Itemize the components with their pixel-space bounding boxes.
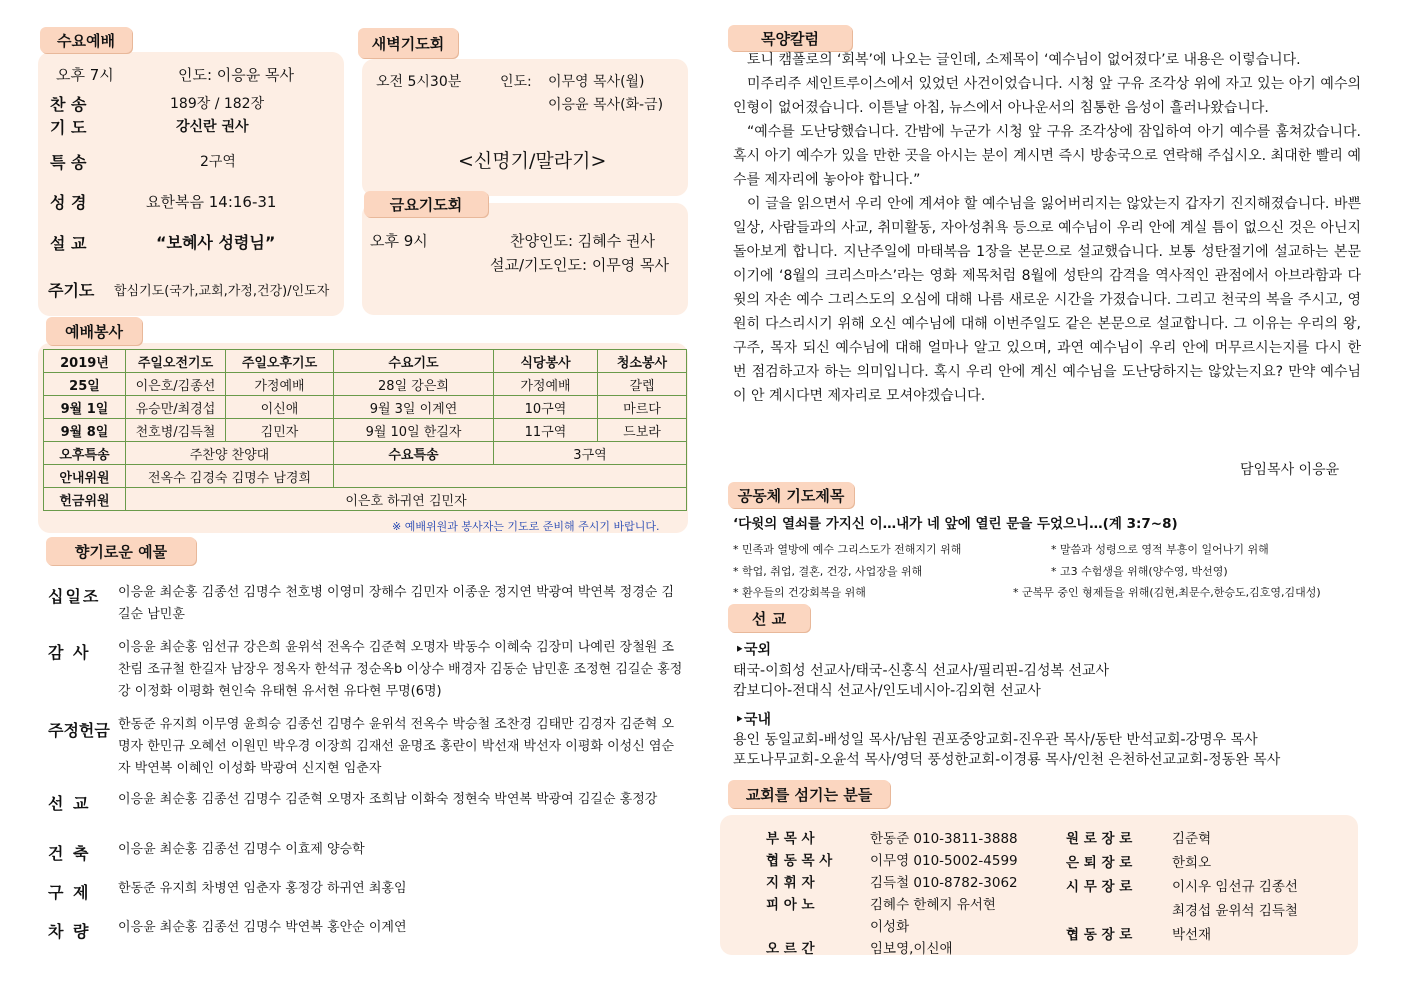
column-body [733,48,1361,408]
wed-label-scripture: 성 경 [50,193,87,212]
staff-left [766,826,1018,958]
table-cell: 가정예배 [226,373,334,396]
table-cell-empty [334,465,687,488]
wed-label-hymn: 찬 송 [50,95,87,114]
mission-abroad-line: 캄보디아-전대식 선교사/인도네시아-김외현 선교사 [733,683,1041,699]
table-cell: 9월 8일 [44,419,126,442]
offering-names-relief: 한동준 유지희 차병연 임춘자 홍정강 하귀연 최홍임 [118,881,407,896]
table-cell: 이은호/김종선 [126,373,226,396]
fri-prayer-tag: 금요기도회 [364,191,488,217]
staff-row [766,848,1018,870]
table-cell: 드보라 [598,419,687,442]
table-cell: 9월 1일 [44,396,126,419]
wed-time: 오후 7시 [56,66,114,84]
offering-names-vehicle: 이응윤 최순홍 김종선 김명수 박연복 홍안순 이계연 [118,920,407,935]
service-note: ※ 예배위원과 봉사자는 기도로 준비해 주시기 바랍니다. [392,520,660,533]
fri-time: 오후 9시 [370,232,428,250]
wed-special-label: 수요특송 [334,442,494,465]
prayer-tag: 공동체 기도제목 [728,482,854,508]
staff-value: 김준혁 [1172,831,1212,847]
offerings-tag: 향기로운 예물 [46,537,196,565]
staff-row [766,936,1018,958]
mission-domestic-line: 용인 동일교회-배성일 목사/남원 권포중앙교회-진우관 목사/동탄 반석교회-강명우 목사 [733,732,1258,748]
prayer-item: * 고3 수험생을 위해(양수영, 박선영) [1051,565,1228,578]
service-tag: 예배봉사 [46,317,142,345]
dawn-leader-2: 이응윤 목사(화-금) [548,97,664,113]
usher-label: 안내위원 [44,465,126,488]
staff-value: 한희오 [1172,855,1212,871]
staff-value: 임보영,이신애 [870,941,953,957]
column-author: 담임목사 이응윤 [1240,462,1340,478]
staff-value: 김혜수 한혜지 유서현 [870,897,996,913]
table-cell: 김민자 [226,419,334,442]
dawn-prayer-tag: 새벽기도회 [358,28,458,58]
staff-row [766,914,1018,936]
staff-tag: 교회를 섬기는 분들 [728,780,890,808]
offering-label-relief: 구 제 [48,883,91,902]
column-paragraph: 이 글을 읽으면서 우리 안에 계셔야 할 예수님을 잃어버리지는 않았는지 갑자기 진지해졌습니다. 바쁜 일상, 사람들과의 사교, 취미활동, 자아성취욕 등으로 예수님이 우리 안에 계실 틈이 없으신 것은 아닌지 돌아보게 합니다. 지난주일에 마태복음 1장을 본문으로 설교했습니다. 보통 성탄절기에 설교하는 본문이기에 ‘8월의 크리스마스’라는 영화 제목처럼 8월에 성탄의 감격을 역사적인 관점에서 아브라함과 다윗의 자손 예수 그리스도의 오심에 대해 나름 새로운 시간을 가졌습니다. 그리고 천국의 복을 주시고, 영원히 다스리시기 위해 오신 예수님에 대해 이번주일도 같은 본문으로 설교합니다. 그 이유는 우리의 왕, 구주, 목자 되신 예수님에 대해 얼마나 알고 있으며, 과연 예수님이 우리 안에 머무르시는지를 다시 한 번 점검하고자 하는 의미입니다. 혹시 우리 안에 계신 예수님을 도난당하지는 않았는지요? 만약 예수님이 안 계시다면 제자리로 모셔야겠습니다. [733,196,1361,404]
staff-role: 지 휘 자 [766,875,815,891]
staff-role: 은 퇴 장 로 [1066,855,1133,871]
mission-abroad-line: 태국-이희성 선교사/태국-신홍식 선교사/필리핀-김성복 선교사 [733,663,1110,679]
wed-special-value: 3구역 [494,442,687,465]
offering-label: 헌금위원 [44,488,126,511]
offering-names-tithe: 이응윤 최순홍 김종선 김명수 천호병 이영미 장해수 김민자 이종운 정지연 박광여 박연복 정경순 김길순 남민훈 [118,585,675,622]
prayer-item: * 말씀과 성령으로 영적 부흥이 일어나기 위해 [1051,543,1269,556]
special-label: 오후특송 [44,442,126,465]
table-row [44,419,687,442]
offering-value: 이은호 하귀연 김민자 [126,488,687,511]
staff-row [1066,898,1298,922]
staff-row [766,870,1018,892]
offering-label-mission: 선 교 [48,794,91,813]
prayer-verse: ‘다윗의 열쇠를 가지신 이…내가 네 앞에 열린 문을 두었으니…(계 3:7~8) [733,516,1178,532]
table-cell: 10구역 [494,396,598,419]
service-header-kitchen: 식당봉사 [494,350,598,373]
staff-role: 협 동 목 사 [766,853,833,869]
staff-role [1066,898,1172,922]
staff-right [1066,826,1298,946]
staff-value: 박선재 [1172,927,1212,943]
prayer-item: * 학업, 취업, 결혼, 건강, 사업장을 위해 [733,565,923,578]
staff-row [1066,850,1298,874]
service-header-sunday-am: 주일오전기도 [126,350,226,373]
offering-label-vehicle: 차 량 [48,922,91,941]
table-row [44,396,687,419]
column-paragraph: “예수를 도난당했습니다. 간밤에 누군가 시청 앞 구유 조각상에 잠입하여 아기 예수를 훔쳐갔습니다. 혹시 아기 예수가 있을 만한 곳을 아시는 분이 계시면 즉시 방송국으로 연락해 주십시오. 최대한 빨리 예수를 제자리에 놓아야 합니다.” [733,124,1361,188]
staff-row [1066,922,1298,946]
table-cell: 마르다 [598,396,687,419]
service-header-year: 2019년 [44,350,126,373]
table-cell: 9월 3일 이계연 [334,396,494,419]
staff-row [1066,826,1298,850]
dawn-leader-1: 이무영 목사(월) [548,74,645,90]
table-cell: 9월 10일 한길자 [334,419,494,442]
wed-value-special: 2구역 [200,154,236,170]
fri-line-2: 설교/기도인도: 이무영 목사 [490,256,670,274]
table-cell: 갈렙 [598,373,687,396]
table-cell: 이신애 [226,396,334,419]
offering-label-tithe: 십일조 [48,587,101,606]
prayer-item: * 민족과 열방에 예수 그리스도가 전해지기 위해 [733,543,962,556]
staff-row [766,892,1018,914]
column-paragraph: 토니 캠폴로의 ‘회복’에 나오는 글인데, 소제목이 ‘예수님이 없어졌다’로 내용은 이렇습니다. [747,52,1301,68]
table-cell: 25일 [44,373,126,396]
staff-role: 오 르 간 [766,941,815,957]
wed-leader: 인도: 이응윤 목사 [178,66,295,84]
staff-role [766,914,870,936]
mission-tag: 선 교 [728,604,810,632]
wed-value-hymn: 189장 / 182장 [170,96,265,112]
column-paragraph: 미주리주 세인트루이스에서 있었던 사건이었습니다. 시청 앞 구유 조각상 위에 자고 있는 아기 예수의 인형이 없어졌습니다. 이튿날 아침, 뉴스에서 아나운서의 침통한 음성이 흘러나왔습니다. [733,76,1361,116]
wed-value-scripture: 요한복음 14:16-31 [146,193,277,211]
wed-value-lords-prayer: 합심기도(국가,교회,가정,건강)/인도자 [114,284,330,299]
dawn-time: 오전 5시30분 [376,74,462,90]
staff-value: 최경섭 윤위석 김득철 [1172,903,1298,919]
staff-role: 피 아 노 [766,897,815,913]
staff-value: 한동준 010-3811-3888 [870,831,1018,847]
offering-label-building: 건 축 [48,844,91,863]
table-cell: 28일 강은희 [334,373,494,396]
offering-label-thanks: 감 사 [48,643,91,662]
offering-names-building: 이응윤 최순홍 김종선 김명수 이효제 양승학 [118,842,365,857]
service-header-wed: 수요기도 [334,350,494,373]
fri-line-1: 찬양인도: 김혜수 권사 [510,232,656,250]
table-row [44,488,687,511]
staff-row [1066,874,1298,898]
special-value: 주찬양 찬양대 [126,442,334,465]
staff-role: 협 동 장 로 [1066,927,1133,943]
prayer-item: * 군복무 중인 형제들을 위해(김현,최문수,한승도,김호영,김대성) [1013,586,1321,599]
staff-value: 이성화 [870,919,910,935]
service-table [43,349,687,511]
staff-value: 이시우 임선규 김종선 [1172,879,1298,895]
mission-domestic-label: ‣국내 [735,712,771,728]
offering-names-mission: 이응윤 최순홍 김종선 김명수 김준혁 오명자 조희남 이화숙 정현숙 박연복 박광여 김길순 홍정강 [118,792,658,807]
table-cell: 천호병/김득철 [126,419,226,442]
column-tag: 목양칼럼 [728,25,852,51]
offering-names-weekly: 한동준 유지희 이무영 윤희승 김종선 김명수 윤위석 전옥수 박승철 조찬경 김태만 김경자 김준혁 오명자 한민규 오혜선 이원민 박우경 이장희 김재선 윤명조 홍란이 박선재 박선자 이평화 이성신 염순자 박연복 이혜인 이성화 박광여 신지현 임춘자 [118,717,675,776]
dawn-leader-label: 인도: [500,74,532,90]
staff-value: 김득철 010-8782-3062 [870,875,1018,891]
service-header-cleaning: 청소봉사 [598,350,687,373]
wed-label-lords-prayer: 주기도 [48,281,95,300]
staff-row [766,826,1018,848]
table-cell: 11구역 [494,419,598,442]
wed-value-sermon: “보혜사 성령님” [156,233,276,252]
table-row [44,442,687,465]
mission-abroad-label: ‣국외 [735,642,771,658]
wed-value-prayer: 강신란 권사 [176,119,249,135]
table-row [44,465,687,488]
wed-service-tag: 수요예배 [40,27,132,53]
staff-role: 원 로 장 로 [1066,831,1133,847]
wed-label-sermon: 설 교 [50,234,87,253]
table-cell: 유승만/최경섭 [126,396,226,419]
prayer-item: * 환우들의 건강회복을 위해 [733,586,866,599]
usher-value: 전옥수 김경숙 김명수 남경희 [126,465,334,488]
staff-role: 시 무 장 로 [1066,879,1133,895]
wed-label-prayer: 기 도 [50,118,87,137]
table-row [44,373,687,396]
offering-label-weekly: 주정헌금 [48,721,110,740]
dawn-book: <신명기/말라기> [458,150,607,172]
staff-role: 부 목 사 [766,831,815,847]
service-header-sunday-pm: 주일오후기도 [226,350,334,373]
table-cell: 가정예배 [494,373,598,396]
offering-names-thanks: 이응윤 최순홍 임선규 강은희 윤위석 전옥수 김준혁 오명자 박동수 이혜숙 김장미 나예린 장철원 조찬림 조규철 한길자 남장우 정옥자 한석규 정순옥b 이상수 배경자 김동순 남민훈 조정현 김길순 홍정강 이정화 이평화 현인숙 유태현 유서현 유다현 무명(6명) [118,640,683,699]
mission-domestic-line: 포도나무교회-오윤석 목사/영덕 풍성한교회-이경룡 목사/인천 은천하선교교회-정동완 목사 [733,752,1281,768]
staff-value: 이무영 010-5002-4599 [870,853,1018,869]
wed-label-special: 특 송 [50,153,87,172]
